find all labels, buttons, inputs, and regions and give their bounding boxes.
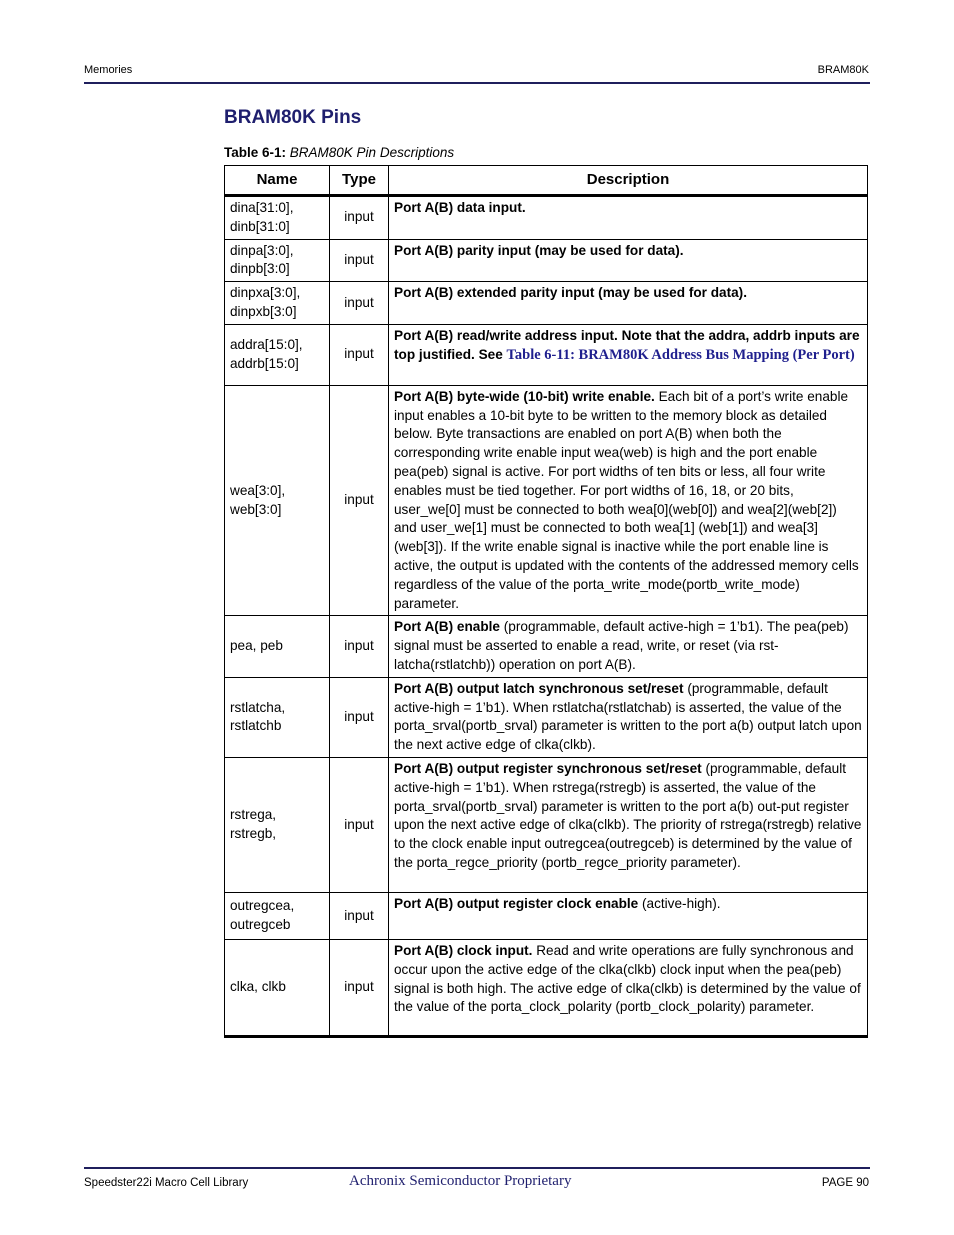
pin-name-line: pea, peb	[230, 638, 283, 654]
pin-name-line: addrb[15:0]	[230, 355, 299, 371]
column-header-description: Description	[389, 166, 868, 196]
pin-name-line: rstrega,	[230, 807, 277, 823]
pin-name-line: addra[15:0],	[230, 336, 303, 352]
table-header-row	[225, 166, 868, 196]
running-header-topic: BRAM80K	[817, 64, 869, 76]
running-header-section: Memories	[84, 64, 133, 76]
table-row	[225, 677, 868, 757]
header-rule	[84, 82, 870, 84]
pin-name-cell	[225, 324, 330, 385]
pin-name-line: dinpb[3:0]	[230, 261, 290, 277]
pin-name-line: rstlatcha,	[230, 699, 286, 715]
pin-name-cell	[225, 939, 330, 1036]
table-row	[225, 196, 868, 240]
pin-type-cell: input	[330, 757, 389, 892]
table-row	[225, 239, 868, 282]
pin-name-line: dinpxb[3:0]	[230, 303, 297, 319]
description-lead: Port A(B) enable	[394, 619, 500, 635]
column-header-name: Name	[225, 166, 330, 196]
description-text: (active-high).	[642, 895, 721, 911]
pin-description-cell	[389, 385, 868, 616]
pin-name-line: wea[3:0],	[230, 482, 286, 498]
pin-description-cell	[389, 324, 868, 385]
pin-type-cell: input	[330, 939, 389, 1036]
pin-type-cell: input	[330, 892, 389, 939]
pin-name-line: rstlatchb	[230, 718, 282, 734]
description-lead: Port A(B) read/write address input. Note that the addra, addrb inputs are top justified. See	[394, 327, 860, 362]
pin-name-line: dina[31:0],	[230, 200, 294, 215]
description-text: (programmable, default active-high = 1’b1). When rstrega(rstregb) is asserted, the value of the porta_srval(portb_srval) parameter is written to the port a(b) out-put register upon the next active edge of clka(clkb). The priority of rstrega(rstregb) relative to the clock enable input outregcea(outregceb) is determined by the value of the porta_regce_priority (portb_regce_priority parameter).	[394, 760, 862, 870]
table-body	[225, 196, 868, 1037]
table-row	[225, 757, 868, 892]
pin-descriptions-table	[224, 165, 868, 1038]
description-lead: Port A(B) output latch synchronous set/reset	[394, 680, 684, 696]
pin-type-cell: input	[330, 282, 389, 325]
pin-name-cell	[225, 616, 330, 677]
pin-type-cell: input	[330, 324, 389, 385]
pin-type-cell: input	[330, 196, 389, 240]
table-row	[225, 939, 868, 1036]
description-lead: Port A(B) extended parity input (may be used for data).	[394, 285, 747, 301]
pin-name-line: outregceb	[230, 916, 291, 932]
pin-description-cell	[389, 677, 868, 757]
footer-proprietary-notice: Achronix Semiconductor Proprietary	[349, 1173, 572, 1189]
pin-description-cell	[389, 239, 868, 282]
pin-description-cell	[389, 757, 868, 892]
table-caption	[224, 145, 454, 160]
pin-type-cell: input	[330, 677, 389, 757]
pin-type-cell: input	[330, 385, 389, 616]
pin-name-cell	[225, 757, 330, 892]
column-header-type: Type	[330, 166, 389, 196]
pin-description-cell	[389, 939, 868, 1036]
pin-name-cell	[225, 196, 330, 240]
table-row	[225, 324, 868, 385]
pin-description-cell	[389, 282, 868, 325]
table-row	[225, 892, 868, 939]
description-lead: Port A(B) output register synchronous set/reset	[394, 760, 702, 776]
pin-name-cell	[225, 239, 330, 282]
table-caption-text: BRAM80K Pin Descriptions	[289, 145, 455, 160]
description-lead: Port A(B) parity input (may be used for data).	[394, 242, 684, 258]
pin-type-cell: input	[330, 239, 389, 282]
footer-page-number: PAGE 90	[821, 1177, 869, 1189]
pin-name-line: dinpxa[3:0],	[230, 285, 301, 301]
pin-description-cell	[389, 892, 868, 939]
table-row	[225, 385, 868, 616]
pin-name-line: outregcea,	[230, 898, 295, 914]
table-cross-reference-link[interactable]: Table 6-11: BRAM80K Address Bus Mapping (Per Port)	[506, 346, 855, 363]
pin-name-line: web[3:0]	[230, 501, 282, 517]
description-lead: Port A(B) clock input.	[394, 942, 533, 958]
section-title: BRAM80K Pins	[224, 107, 362, 128]
description-text: Read and write operations are fully synchronous and occur upon the active edge of the clka(clkb) clock input when the pea(peb) signal is both high. The active edge of clka(clkb) is determined by the value of the value of the porta_clock_polarity (portb_clock_polarity) parameter.	[394, 942, 861, 1015]
description-text: (programmable, default active-high = 1’b1). When rstlatcha(rstlatchab) is asserted, the value of the porta_srval(portb_srval) parameter is written to the port a(b) output latch upon the next active edge of clka(clkb).	[394, 680, 862, 753]
footer-rule	[84, 1167, 870, 1169]
table-row	[225, 616, 868, 677]
table-caption-label: Table 6-1:	[224, 145, 287, 160]
pin-name-cell	[225, 282, 330, 325]
pin-description-cell	[389, 616, 868, 677]
pin-name-cell	[225, 385, 330, 616]
pin-type-cell: input	[330, 616, 389, 677]
description-lead: Port A(B) byte-wide (10-bit) write enable.	[394, 388, 655, 404]
description-text: Each bit of a port’s write enable input enables a 10-bit byte to be written to the memory block as detailed below. Byte transactions are enabled on port A(B) when both the corresponding write enable input wea(web) is high and the port enable pea(peb) signal is active. For port widths of ten bits or less, all four write enables must be tied together. For port widths of 16, 18, or 20 bits, user_we[0] must be connected to both wea[0](web[0]) and wea[2](web[2]) and user_we[1] must be connected to both wea[1] (web[1]) and wea[3](web[3]). If the write enable signal is inactive while the port enable line is active, the output is updated with the contents of the addressed memory cells regardless of the value of the porta_write_mode(portb_write_mode) parameter.	[394, 388, 859, 611]
pin-name-cell	[225, 677, 330, 757]
description-text: (programmable, default active-high = 1’b1). The pea(peb) signal must be asserted to enable a read, write, or reset (via rst-latcha(rstlatchb)) operation on port A(B).	[394, 619, 849, 672]
pin-name-line: dinb[31:0]	[230, 218, 290, 234]
pin-description-cell	[389, 196, 868, 240]
pin-name-line: clka, clkb	[230, 979, 286, 995]
pin-name-cell	[225, 892, 330, 939]
table-row	[225, 282, 868, 325]
description-lead: Port A(B) output register clock enable	[394, 895, 639, 911]
footer-doc-title: Speedster22i Macro Cell Library	[84, 1177, 249, 1189]
description-lead: Port A(B) data input.	[394, 200, 526, 215]
pin-name-line: rstregb,	[230, 825, 277, 841]
pin-name-line: dinpa[3:0],	[230, 242, 294, 258]
